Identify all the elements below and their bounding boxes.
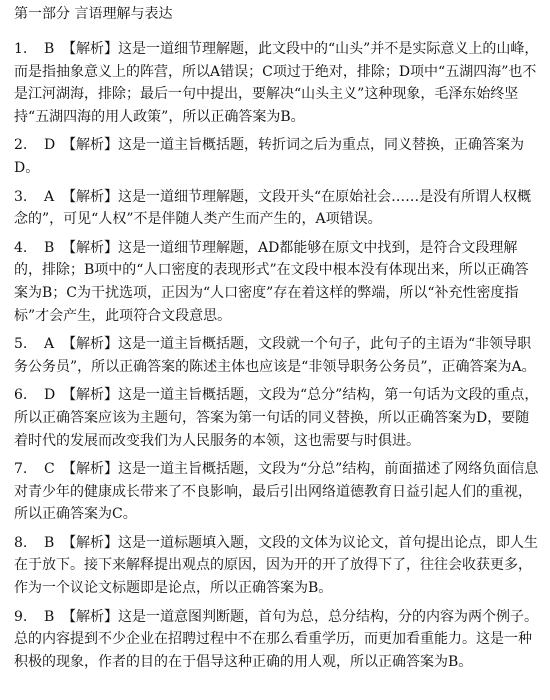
answer-key: B — [44, 41, 55, 57]
answer-item — [14, 333, 540, 378]
answer-explanation: 【解析】这是一道主旨概括题，文段就一个句子，此句子的主语为“非领导职务公务员”，所以正确答案的陈述主体也应该是“非领导职务公务员”，正确答案为A。 — [14, 336, 536, 375]
answer-number: 2. — [14, 137, 28, 154]
answer-key: D — [44, 387, 56, 404]
answer-item — [14, 532, 540, 600]
answer-explanation: 【解析】这是一道主旨概括题，转折词之后为重点，同义替换，正确答案为D。 — [14, 137, 524, 176]
answer-number: 8. — [14, 534, 28, 551]
answer-explanation: 【解析】这是一道细节理解题，文段开头“在原始社会……是没有所谓人权概念的”，可见“人权”不是伴随人类产生而产生的，A项错误。 — [14, 188, 532, 228]
answer-number: 3. — [14, 188, 28, 205]
answer-item — [14, 237, 540, 327]
answer-explanation: 【解析】这是一道意图判断题，首句为总，总分结构，分的内容为两个例子。总的内容提到不少企业在招聘过程中不在那么看重学历，而更加看重能力。这是一种积极的现象，作者的目的在于倡导这种正确的用人观，所以正确答案为B。 — [14, 608, 538, 670]
answer-item — [14, 38, 540, 128]
answer-key: C — [44, 461, 55, 478]
answer-key: A — [44, 188, 55, 205]
answer-number: 9. — [14, 608, 28, 625]
answer-item — [14, 458, 540, 526]
answer-key: D — [44, 137, 56, 154]
answer-item — [14, 606, 540, 674]
section-title: 第一部分 言语理解与表达 — [14, 6, 173, 22]
answer-explanation: 【解析】这是一道标题填入题，文段的文体为议论文，首句提出论点，即人生在于放下。接下来解释提出观点的原因，因为开的开了放得下了，往往会收获更多，作为一个议论文标题即是论点，所以正确答案为B。 — [14, 534, 538, 597]
answer-explanation: 【解析】这是一道细节理解题，AD都能够在原文中找到，是符合文段理解的，排除；B项中的“人口密度的表现形式”在文段中根本没有体现出来，所以正确答案为B；C为干扰选项，正因为“人口密度”存在着这样的弊端，所以“补充性密度指标”才会产生，此项符合文段意思。 — [14, 239, 529, 324]
answer-explanation: 【解析】这是一道细节理解题，此文段中的“山头”并不是实际意义上的山峰，而是指抽象意义上的阵营，所以A错误；C项过于绝对，排除；D项中“五湖四海”也不是江河湖海，排除；最后一句中提出，要解决“山头主义”这种现象，毛泽东始终坚持“五湖四海的用人政策”，所以正确答案为B。 — [14, 41, 539, 125]
answer-explanation: 【解析】这是一道主旨概括题，文段为“总分”结构，第一句话为文段的重点，所以正确答案应该为主题句，答案为第一句话的同义替换，所以正确答案为D，要随着时代的发展而改变我们为人民服务的本领，这也需要与时俱进。 — [14, 387, 539, 449]
answer-number: 4. — [14, 239, 28, 256]
answer-item — [14, 134, 540, 179]
answer-key: B — [44, 239, 55, 256]
answer-number: 6. — [14, 387, 28, 404]
answer-number: 1. — [14, 41, 28, 57]
answer-explanation: 【解析】这是一道主旨概括题，文段为“分总”结构，前面描述了网络负面信息对青少年的健康成长带来了不良影响，最后引出网络道德教育日益引起人们的重视，所以正确答案为C。 — [14, 461, 539, 523]
answer-key: A — [44, 336, 55, 353]
answer-item — [14, 186, 540, 231]
answer-item — [14, 384, 540, 452]
answer-number: 7. — [14, 461, 28, 478]
answer-key: B — [44, 534, 55, 551]
answer-key: B — [44, 608, 55, 625]
answer-number: 5. — [14, 336, 28, 353]
answer-list — [14, 38, 540, 679]
